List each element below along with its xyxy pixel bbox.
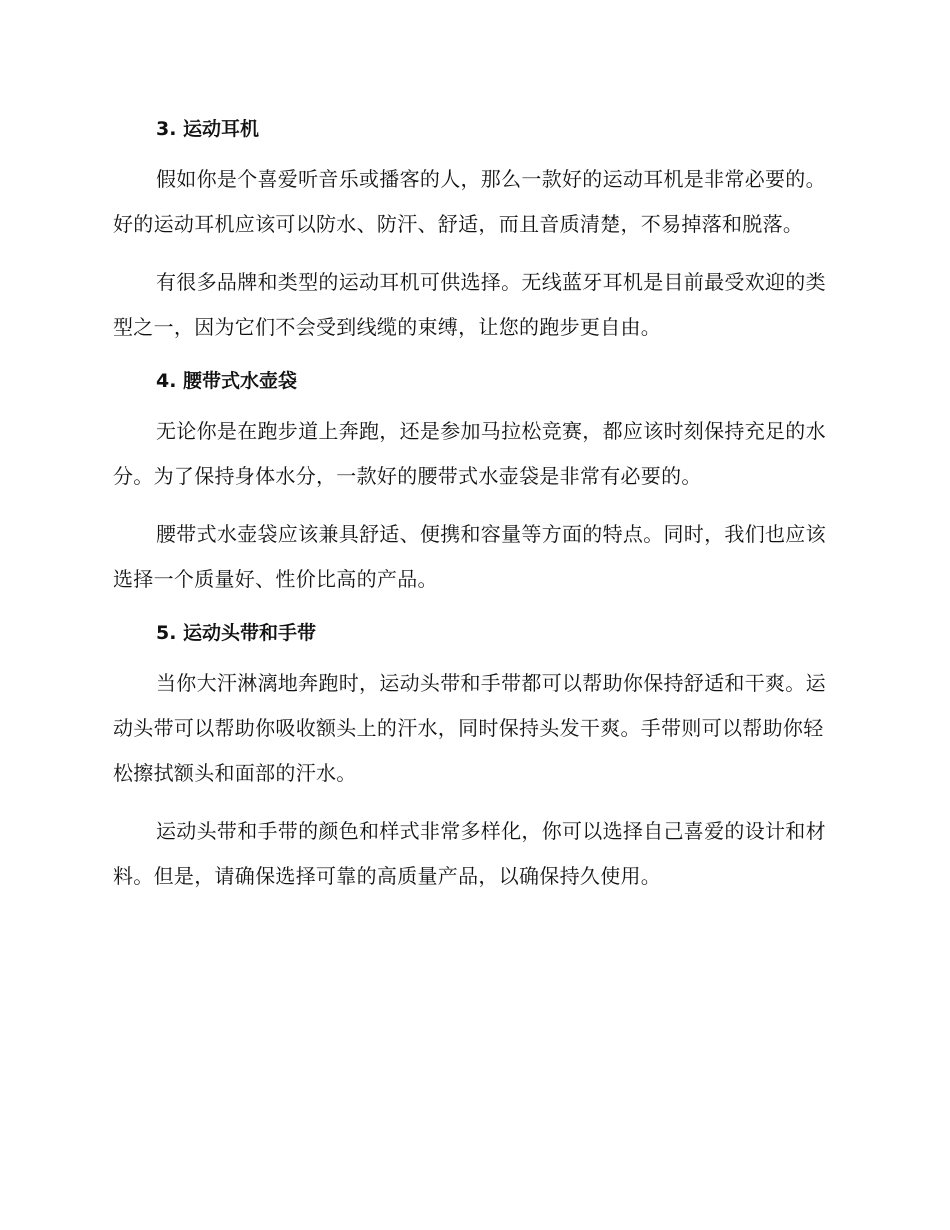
- paragraph: 腰带式水壶袋应该兼具舒适、便携和容量等方面的特点。同时，我们也应该选择一个质量好、性价比高的产品。: [113, 522, 826, 591]
- paragraph: 运动头带和手带的颜色和样式非常多样化，你可以选择自己喜爱的设计和材料。但是，请确保选择可靠的高质量产品，以确保持久使用。: [113, 819, 826, 888]
- section-title-headband-wristband: 5. 运动头带和手带: [156, 622, 317, 644]
- section-title-earphones: 3. 运动耳机: [156, 118, 260, 140]
- paragraph: 无论你是在跑步道上奔跑，还是参加马拉松竞赛，都应该时刻保持充足的水分。为了保持身体水分，一款好的腰带式水壶袋是非常有必要的。: [113, 419, 826, 488]
- paragraph: 假如你是个喜爱听音乐或播客的人，那么一款好的运动耳机是非常必要的。好的运动耳机应该可以防水、防汗、舒适，而且音质清楚，不易掉落和脱落。: [113, 167, 826, 236]
- document-page: [113, 112, 833, 899]
- section-title-waist-bottle-bag: 4. 腰带式水壶袋: [156, 370, 298, 392]
- paragraph: 有很多品牌和类型的运动耳机可供选择。无线蓝牙耳机是目前最受欢迎的类型之一，因为它们不会受到线缆的束缚，让您的跑步更自由。: [113, 270, 826, 339]
- paragraph: 当你大汗淋漓地奔跑时，运动头带和手带都可以帮助你保持舒适和干爽。运动头带可以帮助你吸收额头上的汗水，同时保持头发干爽。手带则可以帮助你轻松擦拭额头和面部的汗水。: [113, 671, 826, 785]
